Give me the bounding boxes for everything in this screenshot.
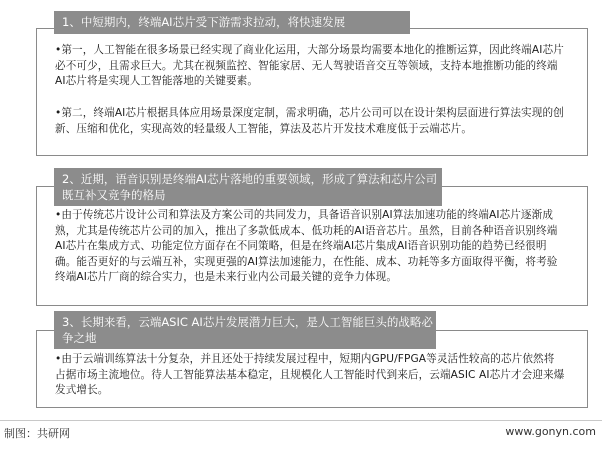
section-1-paragraph-1: •第一，人工智能在很多场景已经实现了商业化运用，大部分场景均需要本地化的推断运算，因此终端AI芯片必不可少，且需求巨大。尤其在视频监控、智能家居、无人驾驶语音交互等领域，支持本地推断功能的终端AI芯片将是实现人工智能落地的关键要素。 (55, 44, 564, 87)
source-credit: 制图：共研网 (4, 427, 70, 440)
section-2-paragraph-1: •由于传统芯片设计公司和算法及方案公司的共同发力，具备语音识别AI算法加速功能的终端AI芯片逐渐成熟，尤其是传统芯片公司的加入，推出了多款低成本、低功耗的AI语音芯片。虽然，目前各种语音识别终端AI芯片在集成方式、功能定位方面存在不同策略，但是在终端AI芯片集成AI语音识别功能的趋势已经很明确。能否更好的与云端互补，实现更强的AI算法加速能力，在性能、成本、功耗等多方面取得平衡，将考验终端AI芯片厂商的综合实力，也是未来行业内公司最关键的竞争力体现。 (55, 209, 558, 283)
section-3-paragraph-1: •由于云端训练算法十分复杂，并且还处于持续发展过程中，短期内GPU/FPGA等灵活性较高的芯片依然将占据市场主流地位。待人工智能算法基本稳定，且规模化人工智能时代到来后，云端ASIC AI芯片才会迎来爆发式增长。 (55, 353, 565, 396)
section-3-heading: 3、长期来看，云端ASIC AI芯片发展潜力巨大，是人工智能巨头的战略必争之地 (54, 311, 436, 349)
section-2-heading: 2、近期，语音识别是终端AI芯片落地的重要领域，形成了算法和芯片公司既互补又竞争的格局 (54, 168, 442, 206)
section-1-heading: 1、中短期内，终端AI芯片受下游需求拉动，将快速发展 (54, 11, 410, 34)
footer-divider (0, 420, 602, 421)
site-url: www.gonyn.com (505, 425, 596, 438)
section-1-paragraph-2: •第二，终端AI芯片根据具体应用场景深度定制，需求明确，芯片公司可以在设计架构层面进行算法实现的创新、压缩和优化，实现高效的轻量级人工智能，算法及芯片开发技术难度低于云端芯片。 (55, 107, 564, 135)
